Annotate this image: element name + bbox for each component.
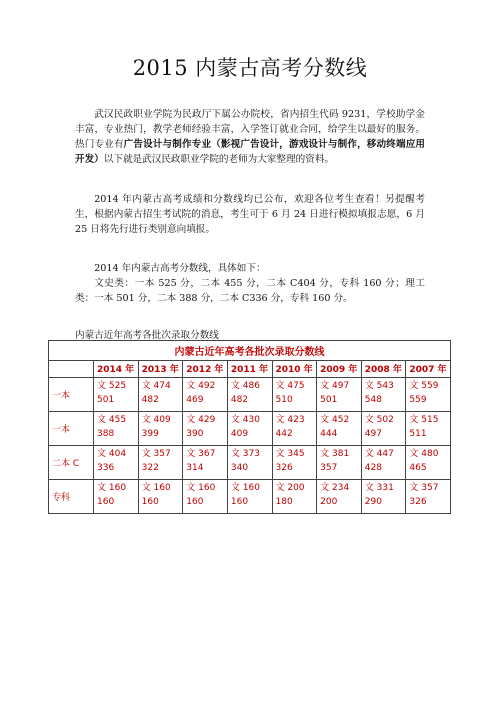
table-caption: 内蒙古近年高考各批次录取分数线: [75, 330, 219, 341]
arts-score: 文 452: [320, 415, 350, 425]
score-cell: [94, 446, 139, 480]
score-cell: [138, 446, 183, 480]
arts-score: 文 381: [320, 449, 350, 459]
table-heading: 内蒙古近年高考各批次录取分数线: [49, 341, 451, 361]
batch-label: 专科: [49, 480, 94, 514]
score-cell: [227, 446, 272, 480]
intro-text-start: 武汉民政职业学院为民政厅下属公办院校，省内招生代码 9231，学校助学金丰富，专业热门，教学老师经验丰富，入学签订就业合同，给学生以最好的服务。热门专业有: [75, 109, 425, 150]
arts-score: 文 200: [275, 483, 305, 493]
score-table: [48, 340, 451, 514]
science-score: 160: [97, 497, 115, 507]
year-header-row: [49, 361, 451, 378]
score-cell: [183, 412, 228, 446]
science-score: 340: [230, 463, 249, 473]
arts-score: 文 160: [141, 483, 171, 493]
science-score: 511: [409, 429, 427, 439]
score-cell: [272, 446, 317, 480]
score-cell: [227, 378, 272, 412]
score-cell: [183, 446, 228, 480]
arts-score: 文 160: [230, 483, 260, 493]
arts-score: 文 486: [230, 381, 260, 391]
score-summary-paragraph: [75, 261, 425, 306]
science-score: 428: [364, 463, 382, 473]
arts-score: 文 502: [364, 415, 394, 425]
score-cell: [317, 480, 362, 514]
year-header: 2011 年: [227, 361, 272, 378]
science-score: 501: [97, 395, 115, 405]
arts-score: 文 429: [186, 415, 216, 425]
science-score: 357: [320, 463, 338, 473]
arts-score: 文 357: [409, 483, 439, 493]
score-summary-heading: 2014 年内蒙古高考分数线，具体如下：: [94, 263, 266, 274]
year-header: 2013 年: [138, 361, 183, 378]
science-score: 160: [230, 497, 249, 507]
intro-bold-majors-end: ，移动终端应用开发）: [75, 139, 426, 165]
arts-score: 文 430: [230, 415, 260, 425]
score-cell: [94, 480, 139, 514]
arts-score: 文 234: [320, 483, 350, 493]
arts-score: 文 492: [186, 381, 216, 391]
arts-score: 文 345: [275, 449, 305, 459]
score-cell: [406, 480, 451, 514]
arts-score: 文 331: [364, 483, 394, 493]
arts-score: 文 474: [141, 381, 171, 391]
arts-score: 文 367: [186, 449, 216, 459]
score-cell: [94, 378, 139, 412]
science-score: 326: [275, 463, 293, 473]
year-header: 2007 年: [406, 361, 451, 378]
score-summary-detail: 文史类：一本 525 分，二本 455 分，二本 C404 分，专科 160 分；理工类：一本 501 分，二本 388 分，二本 C336 分，专科 160 分。: [75, 278, 425, 304]
science-score: 442: [275, 429, 293, 439]
score-cell: [227, 412, 272, 446]
arts-score: 文 160: [97, 483, 127, 493]
arts-score: 文 404: [97, 449, 127, 459]
year-header: 2010 年: [272, 361, 317, 378]
arts-score: 文 497: [320, 381, 350, 391]
score-cell: [361, 412, 406, 446]
score-cell: [138, 412, 183, 446]
arts-score: 文 423: [275, 415, 305, 425]
score-cell: [183, 480, 228, 514]
batch-label: 二本 C: [49, 446, 94, 480]
arts-score: 文 559: [409, 381, 439, 391]
arts-score: 文 543: [364, 381, 394, 391]
score-cell: [94, 412, 139, 446]
science-score: 510: [275, 395, 293, 405]
science-score: 180: [275, 497, 293, 507]
batch-label: 一本: [49, 378, 94, 412]
score-cell: [183, 378, 228, 412]
arts-score: 文 409: [141, 415, 171, 425]
table-row: [49, 480, 451, 514]
score-cell: [361, 480, 406, 514]
arts-score: 文 160: [186, 483, 216, 493]
score-cell: [272, 378, 317, 412]
science-score: 322: [141, 463, 159, 473]
science-score: 388: [97, 429, 115, 439]
science-score: 160: [141, 497, 159, 507]
score-cell: [138, 480, 183, 514]
score-cell: [272, 480, 317, 514]
science-score: 390: [186, 429, 204, 439]
science-score: 399: [141, 429, 159, 439]
science-score: 548: [364, 395, 382, 405]
intro-paragraph: [75, 107, 425, 167]
batch-label: 一本: [49, 412, 94, 446]
science-score: 469: [186, 395, 204, 405]
year-header-blank: [49, 361, 94, 378]
announcement-paragraph: [75, 192, 425, 237]
arts-score: 文 515: [409, 415, 439, 425]
score-cell: [406, 378, 451, 412]
score-cell: [138, 378, 183, 412]
table-row: [49, 412, 451, 446]
year-header: 2012 年: [183, 361, 228, 378]
year-header: 2014 年: [94, 361, 139, 378]
science-score: 497: [364, 429, 382, 439]
science-score: 501: [320, 395, 338, 405]
science-score: 160: [186, 497, 204, 507]
arts-score: 文 447: [364, 449, 394, 459]
science-score: 465: [409, 463, 427, 473]
science-score: 314: [186, 463, 204, 473]
year-header: 2009 年: [317, 361, 362, 378]
table-row: [49, 378, 451, 412]
arts-score: 文 475: [275, 381, 305, 391]
science-score: 482: [141, 395, 159, 405]
science-score: 200: [320, 497, 338, 507]
arts-score: 文 525: [97, 381, 127, 391]
year-header: 2008 年: [361, 361, 406, 378]
score-cell: [406, 446, 451, 480]
science-score: 336: [97, 463, 115, 473]
intro-bold-majors: 广告设计与制作专业（影视广告设计，游戏设计与制作: [123, 139, 358, 150]
arts-score: 文 455: [97, 415, 127, 425]
arts-score: 文 373: [230, 449, 260, 459]
table-row: [49, 446, 451, 480]
score-cell: [272, 412, 317, 446]
science-score: 444: [320, 429, 338, 439]
score-cell: [406, 412, 451, 446]
science-score: 482: [230, 395, 249, 405]
science-score: 409: [230, 429, 249, 439]
score-cell: [317, 446, 362, 480]
announcement-text: 2014 年内蒙古高考成绩和分数线均已公布，欢迎各位考生查看！另提醒考生，根据内蒙古招生考试院的消息，考生可于 6 月 24 日进行模拟填报志愿，6 月 25 日将先行进行类别意向填报。: [75, 194, 425, 235]
arts-score: 文 480: [409, 449, 439, 459]
score-cell: [227, 480, 272, 514]
score-cell: [317, 412, 362, 446]
science-score: 326: [409, 497, 427, 507]
score-cell: [317, 378, 362, 412]
science-score: 559: [409, 395, 427, 405]
score-cell: [361, 446, 406, 480]
page-title: 2015 内蒙古高考分数线: [132, 56, 368, 80]
science-score: 290: [364, 497, 382, 507]
score-cell: [361, 378, 406, 412]
arts-score: 文 357: [141, 449, 171, 459]
intro-text-end: 以下就是武汉民政职业学院的老师为大家整理的资料。: [103, 154, 335, 165]
